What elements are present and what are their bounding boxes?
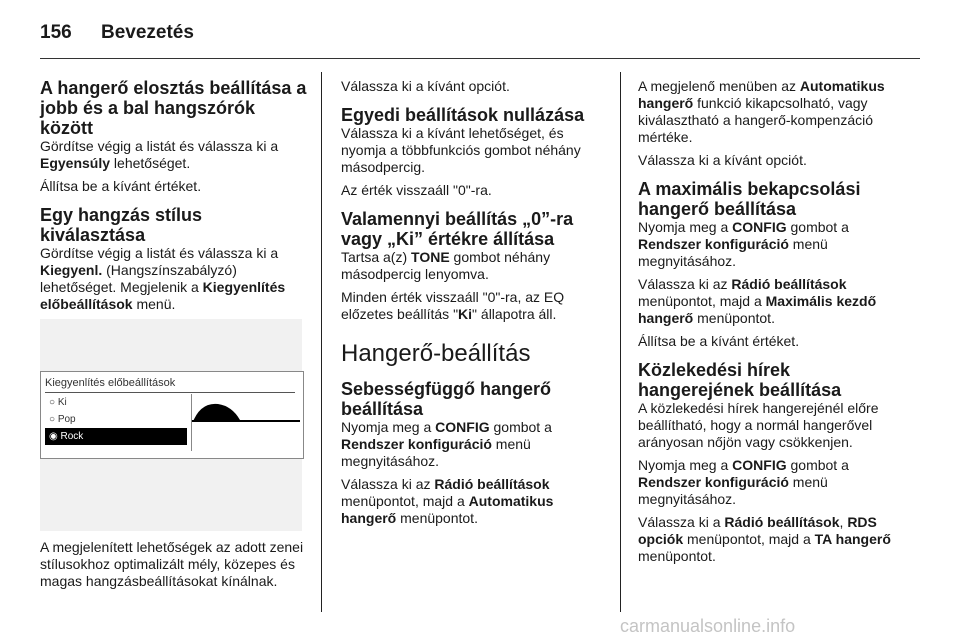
para-speed-2: Válassza ki az Rádió beállítások menüpontot, majd a Automatikus hangerő menüpontot. — [341, 476, 554, 526]
eq-curve-icon — [192, 394, 300, 451]
para-max-3: Állítsa be a kívánt értéket. — [638, 333, 800, 349]
para-select-option-2: Válassza ki a kívánt opciót. — [638, 152, 807, 168]
menu-item-ki: ○ Ki — [49, 397, 67, 408]
page-number: 156 — [40, 22, 72, 43]
para-reset-1: Válassza ki a kívánt lehetőséget, és nyomja a többfunkciós gombot néhány másodpercig. — [341, 125, 581, 175]
para-style-description: A megjelenített lehetőségek az adott zenei stílusokhoz optimalizált mély, közepes és magas hangzásbeállításokat kínálnak. — [40, 539, 304, 589]
column-divider-1 — [321, 72, 322, 612]
eq-curve-graphic — [191, 394, 300, 451]
heading-volume: Hangerő-beállítás — [341, 340, 531, 367]
heading-speed-volume: Sebességfüggő hangerő beállítása — [341, 379, 552, 419]
para-speed-1: Nyomja meg a CONFIG gombot a Rendszer konfiguráció menü megnyitásához. — [341, 419, 552, 469]
equalizer-menu — [40, 371, 304, 459]
menu-item-pop: ○ Pop — [49, 414, 76, 425]
heading-sound-style: Egy hangzás stílus kiválasztása — [40, 205, 203, 245]
para-reset-2: Az érték visszaáll "0"-ra. — [341, 182, 492, 198]
para-max-1: Nyomja meg a CONFIG gombot a Rendszer konfiguráció menü megnyitásához. — [638, 219, 849, 269]
para-all-1: Tartsa a(z) TONE gombot néhány másodpercig lenyomva. — [341, 249, 551, 282]
column-3 — [638, 78, 906, 571]
para-auto-volume: A megjelenő menüben az Automatikus hangerő funkció kikapcsolható, vagy kiválasztható a hangerő-kompenzáció mértéke. — [638, 78, 885, 145]
column-1 — [40, 78, 308, 596]
column-2 — [341, 78, 609, 533]
menu-list — [45, 394, 187, 445]
para-balance-1: Gördítse végig a listát és válassza ki a Egyensúly lehetőséget. — [40, 138, 279, 171]
equalizer-screenshot — [40, 319, 302, 531]
para-max-2: Válassza ki az Rádió beállítások menüpontot, majd a Maximális kezdő hangerő menüpontot. — [638, 276, 877, 326]
heading-all-settings: Valamennyi beállítás „0”-ra vagy „Ki” értékre állítása — [341, 209, 574, 249]
para-balance-2: Állítsa be a kívánt értéket. — [40, 178, 202, 194]
heading-max-volume: A maximális bekapcsolási hangerő beállítása — [638, 179, 861, 219]
para-all-2: Minden érték visszaáll "0"-ra, az EQ előzetes beállítás "Ki" állapotra áll. — [341, 289, 565, 322]
section-title: Bevezetés — [100, 22, 194, 43]
column-divider-2 — [620, 72, 621, 612]
menu-title: Kiegyenlítés előbeállítások — [45, 374, 295, 393]
para-select-option: Válassza ki a kívánt opciót. — [341, 78, 510, 94]
para-traffic-2: Nyomja meg a CONFIG gombot a Rendszer konfiguráció menü megnyitásához. — [638, 457, 849, 507]
heading-traffic-volume: Közlekedési hírek hangerejének beállítása — [638, 360, 842, 400]
para-traffic-1: A közlekedési hírek hangerejénél előre beállítható, hogy a normál hangerővel arányosan nőjön vagy csökkenjen. — [638, 400, 879, 450]
para-traffic-3: Válassza ki a Rádió beállítások, RDS opciók menüpontot, majd a TA hangerő menüpontot. — [638, 514, 891, 564]
para-sound-style: Gördítse végig a listát és válassza ki a Kiegyenl. (Hangszínszabályzó) lehetőséget. Megjelenik a Kiegyenlítés előbeállítások menü. — [40, 245, 286, 312]
menu-item-rock: ◉ Rock — [45, 428, 187, 445]
heading-balance: A hangerő elosztás beállítása a jobb és a bal hangszórók között — [40, 78, 307, 138]
watermark: carmanualsonline.info — [620, 616, 796, 636]
page-header — [40, 22, 194, 44]
header-rule — [40, 58, 920, 59]
heading-reset: Egyedi beállítások nullázása — [341, 105, 585, 125]
